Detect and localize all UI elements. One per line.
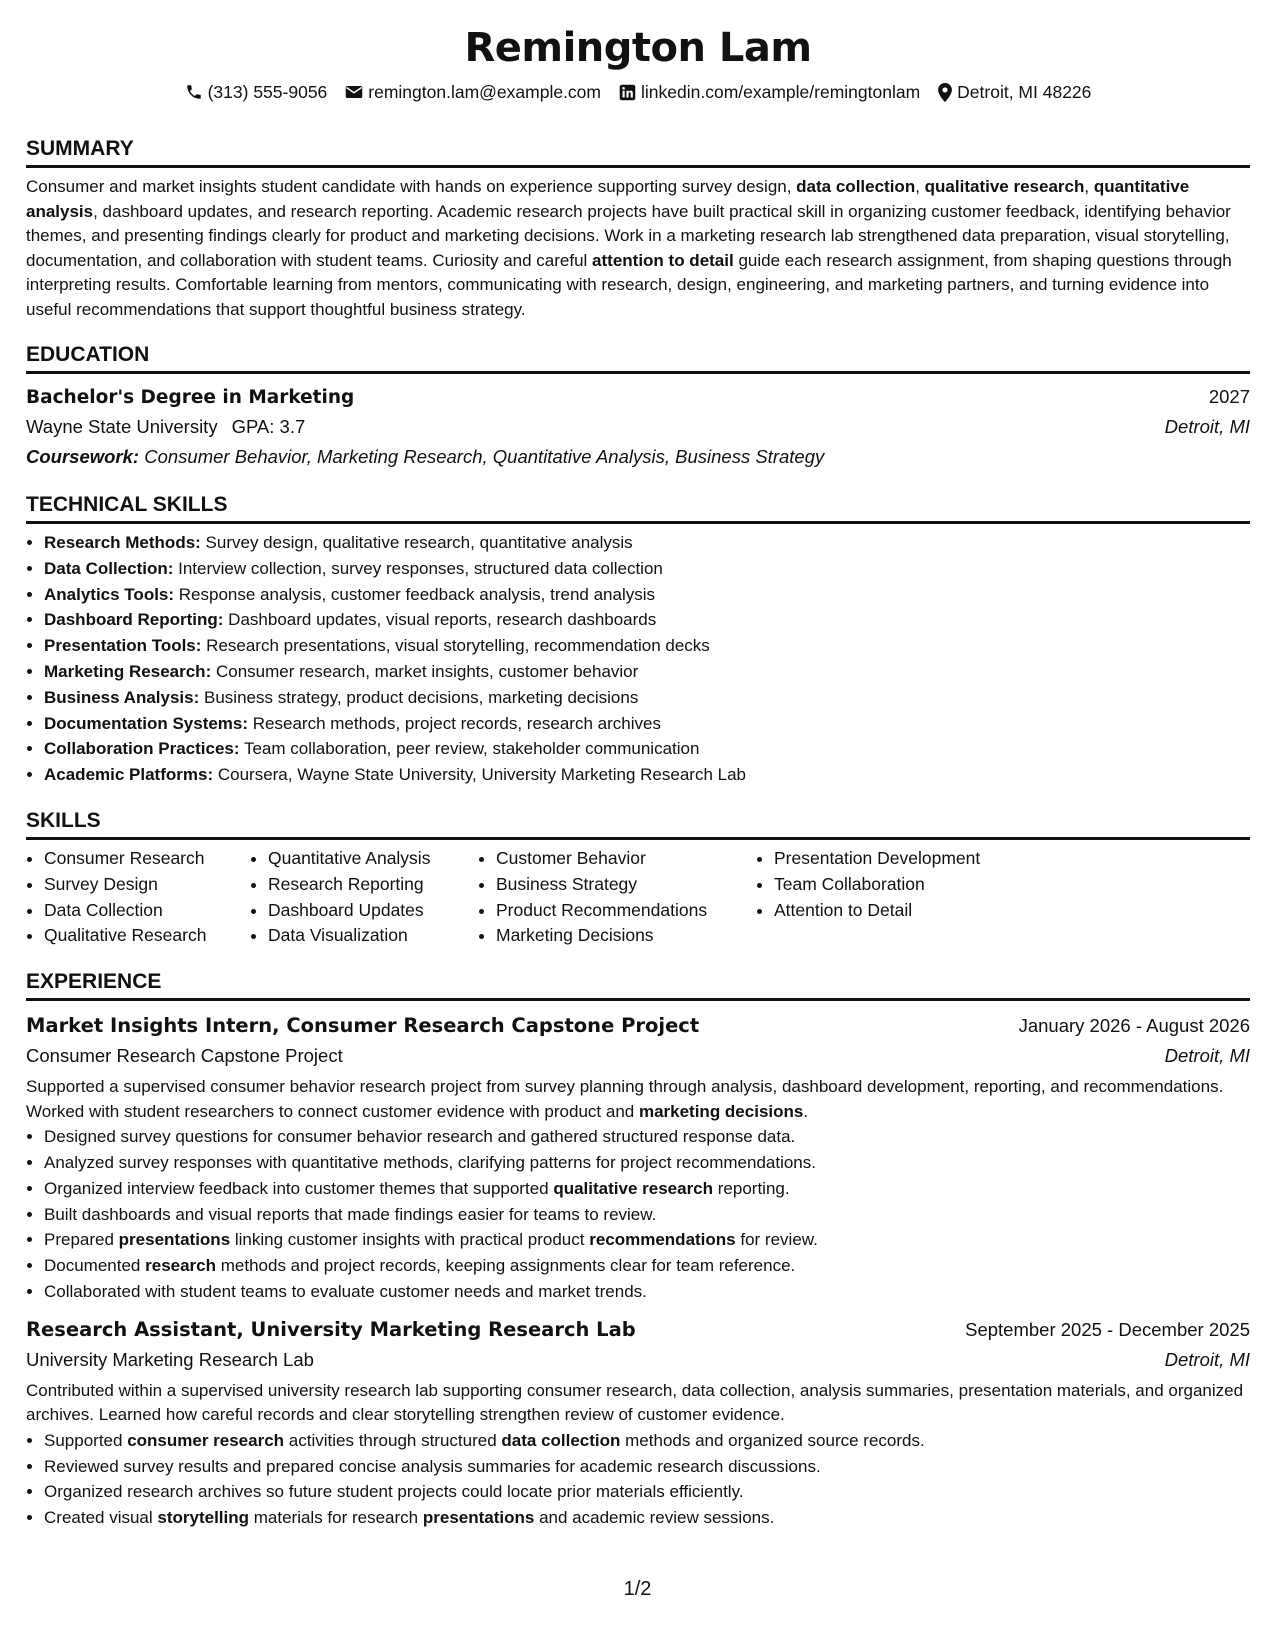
job-dates: September 2025 - December 2025: [965, 1318, 1250, 1340]
job-location: Detroit, MI: [1164, 1348, 1250, 1370]
job-bullet: [44, 1505, 1250, 1531]
job-bullet: [44, 1202, 1250, 1228]
linkedin-text[interactable]: linkedin.com/example/remingtonlam: [641, 82, 921, 102]
technical-skill-text: Team collaboration, peer review, stakeholder communication: [239, 739, 700, 759]
bold-text: quantitative analysis: [26, 177, 1190, 221]
skill-item: • Survey Design: [44, 872, 250, 898]
text-run: Supported a supervised consumer behavior research project from survey planning through analysis, dashboard development, reporting, and recommendations. Worked with student researchers to connect customer evidence with product and: [26, 1077, 1224, 1121]
skill-item: • Team Collaboration: [774, 872, 1034, 898]
text-run: Reviewed survey results and prepared concise analysis summaries for academic research discussions.: [44, 1456, 821, 1476]
skills-column: [250, 846, 478, 949]
skill-item: • Consumer Research: [44, 846, 250, 872]
technical-skill-item: [44, 736, 1250, 762]
text-run: , dashboard updates, and research reporting. Academic research projects have built practical skill in organizing customer feedback, identifying behavior themes, and presenting findings clearly for product and marketing decisions. Work in a marketing research lab strengthened data preparation, visual storytelling, documentation, and collaboration with student teams. Curiosity and careful: [26, 201, 1231, 270]
skill-item: • Attention to Detail: [774, 898, 1034, 924]
skill-item: • Research Reporting: [268, 872, 478, 898]
skill-item: • Customer Behavior: [496, 846, 756, 872]
text-run: ,: [1084, 177, 1094, 196]
bold-text: research: [145, 1256, 217, 1276]
job-location: Detroit, MI: [1164, 1045, 1250, 1067]
text-run: Organized research archives so future student projects could locate prior materials efficiently.: [44, 1482, 744, 1502]
job-bullet: [44, 1253, 1250, 1279]
text-run: .: [803, 1101, 809, 1121]
text-run: Documented: [44, 1256, 146, 1276]
graduation-year: 2027: [1208, 386, 1250, 407]
contact-location: [938, 80, 1091, 104]
envelope-icon: [345, 84, 363, 100]
text-run: for review.: [735, 1230, 818, 1250]
education-heading: EDUCATION: [26, 342, 1250, 374]
technical-skill-text: Response analysis, customer feedback analysis, trend analysis: [174, 584, 656, 604]
text-run: reporting.: [713, 1178, 790, 1198]
text-run: Supported: [44, 1430, 128, 1450]
phone-text: (313) 555-9056: [207, 82, 328, 102]
page-number: 1/2: [623, 1578, 652, 1600]
bold-text: qualitative research: [924, 177, 1085, 196]
bold-text: presentations: [118, 1230, 231, 1250]
technical-skill-text: Dashboard updates, visual reports, research dashboards: [223, 610, 657, 630]
text-run: Created visual: [44, 1508, 158, 1528]
candidate-name: Remington Lam: [464, 25, 812, 71]
job-bullet: [44, 1279, 1250, 1305]
technical-skill-item: [44, 711, 1250, 737]
skill-item: • Marketing Decisions: [496, 923, 756, 949]
experience-heading: EXPERIENCE: [26, 969, 1250, 1001]
skill-item: • Data Visualization: [268, 923, 478, 949]
technical-skill-label: Business Analysis:: [44, 687, 200, 707]
technical-skills-heading: TECHNICAL SKILLS: [26, 492, 1250, 524]
phone-icon: [185, 83, 203, 101]
experience-list: [26, 1011, 1250, 1531]
email-text[interactable]: remington.lam@example.com: [368, 82, 601, 102]
bold-text: recommendations: [589, 1230, 736, 1250]
linkedin-icon: [619, 84, 636, 101]
degree-name: Bachelor's Degree in Marketing: [26, 387, 355, 408]
contact-linkedin[interactable]: [619, 80, 920, 104]
text-run: ,: [915, 177, 925, 196]
technical-skill-item: [44, 530, 1250, 556]
coursework: [26, 442, 1250, 472]
skill-item: • Presentation Development: [774, 846, 1034, 872]
job-bullet: [44, 1428, 1250, 1454]
text-run: Built dashboards and visual reports that made findings easier for teams to review.: [44, 1204, 657, 1224]
technical-skill-label: Analytics Tools:: [44, 584, 175, 604]
bold-text: consumer research: [127, 1430, 285, 1450]
text-run: and academic review sessions.: [534, 1508, 775, 1528]
skill-item: • Product Recommendations: [496, 898, 756, 924]
job-bullet: [44, 1227, 1250, 1253]
job-org-row: [26, 1041, 1250, 1071]
technical-skill-item: [44, 582, 1250, 608]
technical-skill-item: [44, 556, 1250, 582]
education-school-row: [26, 412, 1250, 442]
job-organization: Consumer Research Capstone Project: [26, 1045, 343, 1067]
text-run: linking customer insights with practical product: [230, 1230, 590, 1250]
coursework-label: Coursework:: [26, 446, 140, 467]
job-bullet: [44, 1150, 1250, 1176]
bold-text: data collection: [501, 1430, 621, 1450]
job-title: Research Assistant, University Marketing Research Lab: [26, 1317, 636, 1341]
contact-email[interactable]: [345, 80, 601, 104]
education-degree-row: [26, 383, 1250, 412]
technical-skill-text: Research methods, project records, research archives: [248, 713, 661, 733]
job-bullets: [26, 1428, 1250, 1531]
technical-skill-label: Research Methods:: [44, 533, 201, 552]
bold-text: attention to detail: [592, 250, 734, 270]
skills-column: [756, 846, 1034, 949]
job-entry: [26, 1011, 1250, 1305]
skills-column: [26, 846, 250, 949]
technical-skill-text: Business strategy, product decisions, marketing decisions: [199, 687, 639, 707]
technical-skill-item: [44, 633, 1250, 659]
text-run: guide each research assignment, from shaping questions through interpreting results. Comfortable learning from mentors, communicating with research, design, engineering, and marketing partners, and turning evidence into useful recommendations that support thoughtful business strategy.: [26, 250, 1232, 319]
job-bullet: [44, 1454, 1250, 1480]
job-entry: [26, 1315, 1250, 1531]
job-org-row: [26, 1345, 1250, 1375]
text-run: activities through structured: [284, 1430, 502, 1450]
location-text: Detroit, MI 48226: [957, 82, 1092, 102]
skill-item: • Dashboard Updates: [268, 898, 478, 924]
skills-column: [478, 846, 756, 949]
text-run: methods and project records, keeping assignments clear for team reference.: [216, 1256, 796, 1276]
text-run: Analyzed survey responses with quantitative methods, clarifying patterns for project recommendations.: [44, 1152, 816, 1172]
job-summary: [26, 1379, 1250, 1428]
job-summary: [26, 1075, 1250, 1124]
skills-grid: [26, 846, 1250, 949]
contact-phone: [185, 80, 328, 104]
skill-item: • Data Collection: [44, 898, 250, 924]
text-run: Organized interview feedback into customer themes that supported: [44, 1178, 554, 1198]
summary-heading: SUMMARY: [26, 136, 1250, 168]
bold-text: presentations: [422, 1508, 535, 1528]
technical-skill-item: [44, 762, 1250, 788]
skill-item: • Business Strategy: [496, 872, 756, 898]
technical-skill-item: [44, 685, 1250, 711]
technical-skill-label: Presentation Tools:: [44, 636, 202, 656]
gpa: GPA: 3.7: [231, 416, 306, 437]
bold-text: marketing decisions: [638, 1101, 804, 1121]
job-bullet: [44, 1479, 1250, 1505]
bold-text: qualitative research: [553, 1178, 714, 1198]
job-title-row: [26, 1315, 1250, 1345]
technical-skills-list: [26, 530, 1250, 788]
text-run: materials for research: [249, 1508, 423, 1528]
skill-item: • Qualitative Research: [44, 923, 250, 949]
coursework-list: Consumer Behavior, Marketing Research, Quantitative Analysis, Business Strategy: [139, 446, 825, 467]
technical-skill-text: Interview collection, survey responses, structured data collection: [173, 558, 663, 578]
job-organization: University Marketing Research Lab: [26, 1348, 314, 1370]
bold-text: data collection: [796, 177, 916, 196]
technical-skill-label: Documentation Systems:: [44, 713, 249, 733]
map-pin-icon: [938, 83, 952, 102]
text-run: methods and organized source records.: [620, 1430, 925, 1450]
technical-skill-text: Survey design, qualitative research, quantitative analysis: [200, 533, 633, 552]
technical-skill-label: Academic Platforms:: [44, 765, 214, 785]
job-title-row: [26, 1011, 1250, 1041]
text-run: Designed survey questions for consumer behavior research and gathered structured response data.: [44, 1127, 796, 1147]
technical-skill-label: Marketing Research:: [44, 661, 212, 681]
contact-bar: [26, 80, 1250, 104]
technical-skill-text: Research presentations, visual storytelling, recommendation decks: [201, 636, 710, 656]
skill-item: • Quantitative Analysis: [268, 846, 478, 872]
technical-skill-label: Collaboration Practices:: [44, 739, 240, 759]
technical-skill-text: Coursera, Wayne State University, University Marketing Research Lab: [213, 765, 746, 785]
job-bullets: [26, 1124, 1250, 1305]
job-bullet: [44, 1176, 1250, 1202]
school-name: Wayne State University: [26, 416, 218, 437]
school-location: Detroit, MI: [1164, 416, 1250, 437]
summary-text: [26, 175, 1250, 322]
text-run: Collaborated with student teams to evaluate customer needs and market trends.: [44, 1281, 647, 1301]
technical-skill-item: [44, 659, 1250, 685]
job-dates: January 2026 - August 2026: [1018, 1015, 1250, 1037]
resume-page: [26, 0, 1250, 1531]
technical-skill-item: [44, 607, 1250, 633]
skills-heading: SKILLS: [26, 808, 1250, 840]
text-run: Contributed within a supervised university research lab supporting consumer research, data collection, analysis summaries, presentation materials, and organized archives. Learned how careful records and clear storytelling strengthen review of customer evidence.: [26, 1380, 1244, 1425]
job-bullet: [44, 1124, 1250, 1150]
text-run: Prepared: [44, 1230, 119, 1250]
technical-skill-text: Consumer research, market insights, customer behavior: [211, 661, 639, 681]
technical-skill-label: Data Collection:: [44, 558, 174, 578]
technical-skill-label: Dashboard Reporting:: [44, 610, 224, 630]
job-title: Market Insights Intern, Consumer Research Capstone Project: [26, 1014, 700, 1038]
school-info: [26, 412, 305, 442]
bold-text: storytelling: [157, 1508, 250, 1528]
text-run: Consumer and market insights student candidate with hands on experience supporting survey design,: [26, 177, 797, 196]
